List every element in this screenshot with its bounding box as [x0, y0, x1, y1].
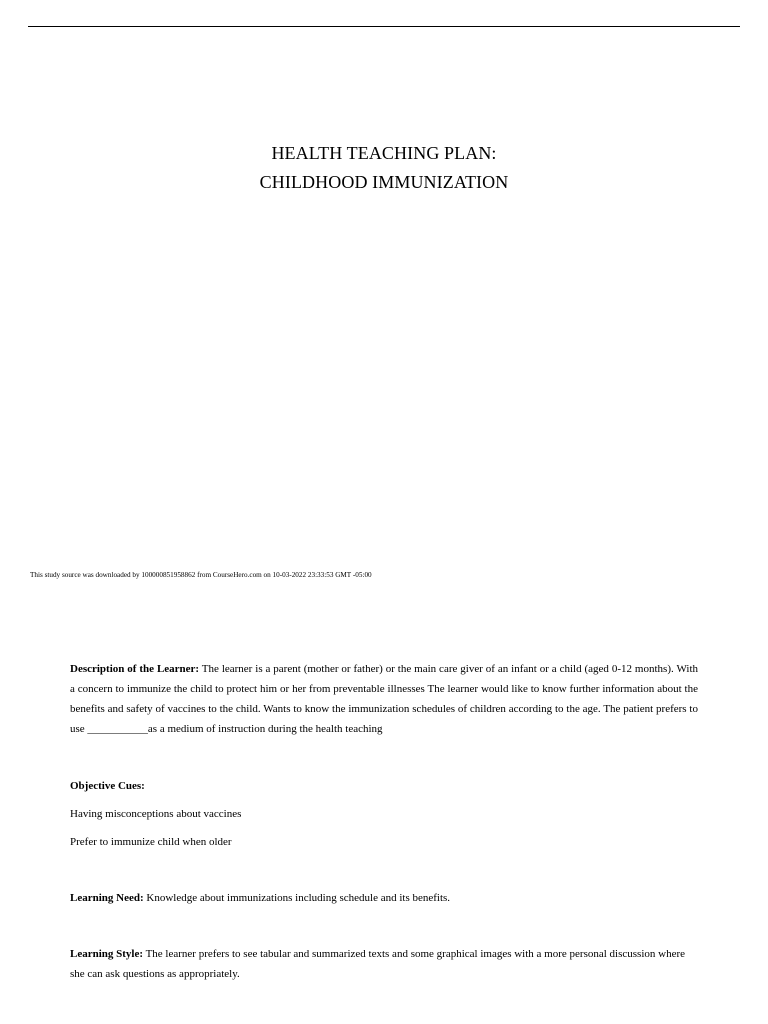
learning-need-text: Knowledge about immunizations including schedule and its benefits. [143, 892, 451, 904]
objective-cues-label: Objective Cues: [70, 780, 145, 792]
objective-cues-heading [70, 776, 698, 796]
learning-need-label: Learning Need: [70, 892, 144, 904]
learner-description-text: The learner is a parent (mother or father) or the main care giver of an infant or a child (aged 0-12 months). With a concern to immunize the child to protect him or her from preventable illnesses The learner would like to know further information about the benefits and safety of vaccines to the child. Wants to know the immunization schedules of children according to the age. The patient prefers to use ___________as a medium of instruction during the health teaching [70, 663, 698, 735]
source-note: This study source was downloaded by 100000851958862 from CourseHero.com on 10-03-2022 23:33:53 GMT -05:00 [30, 571, 372, 579]
learner-description-label: Description of the Learner: [70, 663, 200, 675]
title-line-1: HEALTH TEACHING PLAN: [271, 143, 497, 163]
objective-cue-item: Having misconceptions about vaccines [70, 808, 242, 820]
document-title [0, 139, 768, 197]
learning-style-label: Learning Style: [70, 948, 144, 960]
title-line-2: CHILDHOOD IMMUNIZATION [259, 172, 509, 192]
learning-need-paragraph [70, 888, 698, 908]
learner-description-paragraph [70, 659, 698, 739]
objective-cue-item: Prefer to immunize child when older [70, 836, 232, 848]
learning-style-paragraph [70, 944, 698, 984]
learning-style-text: The learner prefers to see tabular and summarized texts and some graphical images with a more personal discussion where she can ask questions as appropriately. [70, 948, 686, 980]
header-divider-line [28, 26, 740, 27]
